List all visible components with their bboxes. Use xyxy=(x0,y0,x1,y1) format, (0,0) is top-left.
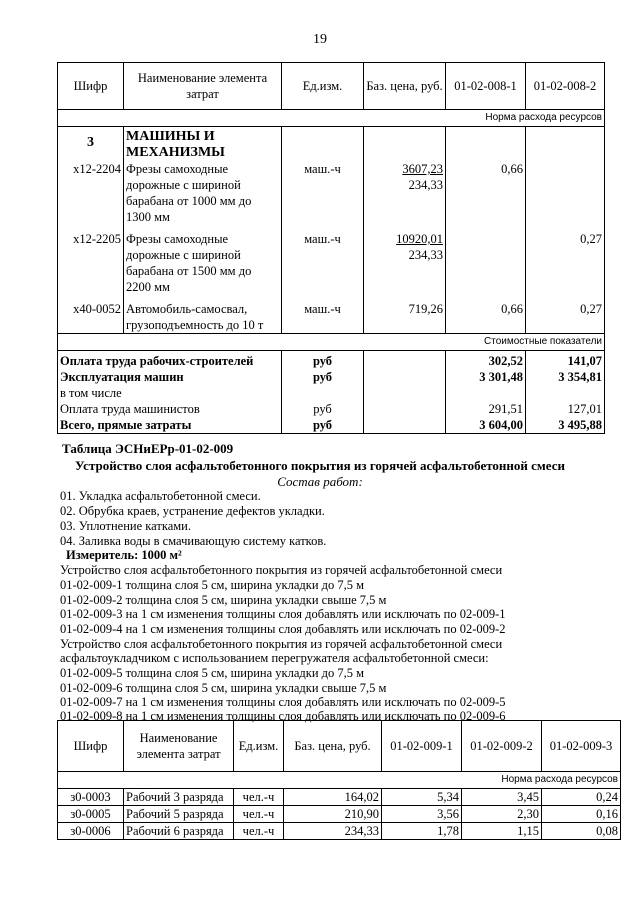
row-unit: маш.-ч xyxy=(282,295,364,334)
description-line: 01-02-009-8 на 1 см изменения толщины слоя добавлять или исключать по 02-009-6 xyxy=(60,709,506,723)
row-value-2: 3,45 xyxy=(462,789,542,806)
header-col1: 01-02-008-1 xyxy=(446,63,526,110)
summary-row xyxy=(58,401,605,417)
table-header-row xyxy=(58,63,605,110)
summary-value-1: 302,52 xyxy=(446,351,526,370)
summary-name: в том числе xyxy=(58,385,282,401)
summary-row xyxy=(58,385,605,401)
row-name: Рабочий 6 разряда xyxy=(124,823,234,840)
row-value-1: 5,34 xyxy=(382,789,462,806)
row-unit: чел.-ч xyxy=(234,789,284,806)
summary-value-2: 3 354,81 xyxy=(526,369,605,385)
row-value-2: 0,27 xyxy=(526,295,605,334)
summary-name: Эксплуатация машин xyxy=(58,369,282,385)
summary-value-1: 3 604,00 xyxy=(446,417,526,434)
row-value-2 xyxy=(526,161,605,225)
row-unit: чел.-ч xyxy=(234,806,284,823)
header-col2: 01-02-008-2 xyxy=(526,63,605,110)
row-name: Автомобиль-самосвал, грузоподъемность до 10 т xyxy=(124,295,282,334)
norm-row xyxy=(58,110,605,127)
summary-unit: руб xyxy=(282,401,364,417)
row-name: Рабочий 3 разряда xyxy=(124,789,234,806)
meter-label: Измеритель: 1000 м² xyxy=(66,548,182,562)
header-unit: Ед.изм. xyxy=(234,721,284,772)
row-name: Рабочий 5 разряда xyxy=(124,806,234,823)
header-col2: 01-02-009-2 xyxy=(462,721,542,772)
summary-unit: руб xyxy=(282,369,364,385)
header-unit: Ед.изм. xyxy=(282,63,364,110)
row-code: х40-0052 xyxy=(58,295,124,334)
row-price: 210,90 xyxy=(284,806,382,823)
description-line: асфальтоукладчиком с использованием перегружателя асфальтобетонной смеси: xyxy=(60,651,489,665)
work-item: 03. Уплотнение катками. xyxy=(60,519,191,533)
row-price-main: 3607,23 xyxy=(402,162,443,176)
row-name: Фрезы самоходные дорожные с шириной барабана от 1500 мм до 2200 мм xyxy=(124,225,282,295)
summary-value-2: 3 495,88 xyxy=(526,417,605,434)
header-name: Наименование элемента затрат xyxy=(124,63,282,110)
norm-row xyxy=(58,772,621,789)
description-line: 01-02-009-1 толщина слоя 5 см, ширина укладки до 7,5 м xyxy=(60,578,365,592)
row-price-secondary: 234,33 xyxy=(408,248,443,262)
summary-row xyxy=(58,369,605,385)
page-number: 19 xyxy=(313,32,327,47)
row-value-3: 0,16 xyxy=(542,806,621,823)
header-price: Баз. цена, руб. xyxy=(364,63,446,110)
summary-value-1: 291,51 xyxy=(446,401,526,417)
row-value-1: 0,66 xyxy=(446,295,526,334)
description-line: 01-02-009-5 толщина слоя 5 см, ширина укладки до 7,5 м xyxy=(60,666,365,680)
cost-label: Стоимостные показатели xyxy=(58,334,605,351)
summary-row xyxy=(58,417,605,434)
summary-value-2: 127,01 xyxy=(526,401,605,417)
row-code: з0-0005 xyxy=(58,806,124,823)
table-row xyxy=(58,789,621,806)
description-line: 01-02-009-6 толщина слоя 5 см, ширина укладки свыше 7,5 м xyxy=(60,681,387,695)
composition-label: Состав работ: xyxy=(277,474,363,489)
description-line: 01-02-009-2 толщина слоя 5 см, ширина укладки свыше 7,5 м xyxy=(60,593,387,607)
row-price: 234,33 xyxy=(284,823,382,840)
row-unit: маш.-ч xyxy=(282,225,364,295)
row-value-1: 3,56 xyxy=(382,806,462,823)
header-name: Наименование элемента затрат xyxy=(124,721,234,772)
row-value-1: 0,66 xyxy=(446,161,526,225)
summary-name: Всего, прямые затраты xyxy=(58,417,282,434)
header-price: Баз. цена, руб. xyxy=(284,721,382,772)
header-code: Шифр xyxy=(58,63,124,110)
summary-value-1: 3 301,48 xyxy=(446,369,526,385)
work-item: 01. Укладка асфальтобетонной смеси. xyxy=(60,489,261,503)
row-unit: чел.-ч xyxy=(234,823,284,840)
row-value-2: 0,27 xyxy=(526,225,605,295)
row-code: з0-0003 xyxy=(58,789,124,806)
summary-unit: руб xyxy=(282,351,364,370)
row-price-secondary: 234,33 xyxy=(408,178,443,192)
row-value-3: 0,24 xyxy=(542,789,621,806)
cost-row xyxy=(58,334,605,351)
table-row xyxy=(58,225,605,295)
description-line: Устройство слоя асфальтобетонного покрытия из горячей асфальтобетонной смеси xyxy=(60,563,503,577)
header-col3: 01-02-009-3 xyxy=(542,721,621,772)
work-item: 02. Обрубка краев, устранение дефектов укладки. xyxy=(60,504,325,518)
row-code: з0-0006 xyxy=(58,823,124,840)
summary-name: Оплата труда машинистов xyxy=(58,401,282,417)
description-line: 01-02-009-3 на 1 см изменения толщины слоя добавлять или исключать по 02-009-1 xyxy=(60,607,506,621)
header-col1: 01-02-009-1 xyxy=(382,721,462,772)
norm-label: Норма расхода ресурсов xyxy=(58,110,605,127)
summary-value-1 xyxy=(446,385,526,401)
row-unit: маш.-ч xyxy=(282,161,364,225)
row-value-1 xyxy=(446,225,526,295)
table-row xyxy=(58,295,605,334)
summary-value-2 xyxy=(526,385,605,401)
table-row xyxy=(58,823,621,840)
row-price xyxy=(364,225,446,295)
row-price xyxy=(364,161,446,225)
summary-value-2: 141,07 xyxy=(526,351,605,370)
summary-unit xyxy=(282,385,364,401)
section-row xyxy=(58,127,605,162)
description-line: 01-02-009-4 на 1 см изменения толщины слоя добавлять или исключать по 02-009-2 xyxy=(60,622,506,636)
table-subtitle: Устройство слоя асфальтобетонного покрытия из горячей асфальтобетонной смеси xyxy=(75,458,565,473)
row-name: Фрезы самоходные дорожные с шириной барабана от 1000 мм до 1300 мм xyxy=(124,161,282,225)
row-value-1: 1,78 xyxy=(382,823,462,840)
table-title: Таблица ЭСНиЕРр-01-02-009 xyxy=(62,441,234,456)
description-line: 01-02-009-7 на 1 см изменения толщины слоя добавлять или исключать по 02-009-5 xyxy=(60,695,506,709)
row-code: х12-2205 xyxy=(58,225,124,295)
resources-table-009 xyxy=(57,720,621,840)
row-value-3: 0,08 xyxy=(542,823,621,840)
header-code: Шифр xyxy=(58,721,124,772)
row-code: х12-2204 xyxy=(58,161,124,225)
row-value-2: 2,30 xyxy=(462,806,542,823)
table-header-row xyxy=(58,721,621,772)
table-row xyxy=(58,806,621,823)
row-price: 719,26 xyxy=(364,295,446,334)
row-price: 164,02 xyxy=(284,789,382,806)
resources-table-008 xyxy=(57,62,605,434)
table-row xyxy=(58,161,605,225)
section-title: МАШИНЫ И МЕХАНИЗМЫ xyxy=(124,127,282,162)
row-value-2: 1,15 xyxy=(462,823,542,840)
section-number: 3 xyxy=(58,127,124,162)
work-item: 04. Заливка воды в смачивающую систему катков. xyxy=(60,534,327,548)
description-line: Устройство слоя асфальтобетонного покрытия из горячей асфальтобетонной смеси xyxy=(60,637,503,651)
summary-row xyxy=(58,351,605,370)
row-price-main: 10920,01 xyxy=(396,232,443,246)
summary-unit: руб xyxy=(282,417,364,434)
summary-name: Оплата труда рабочих-строителей xyxy=(58,351,282,370)
norm-label: Норма расхода ресурсов xyxy=(58,772,621,789)
